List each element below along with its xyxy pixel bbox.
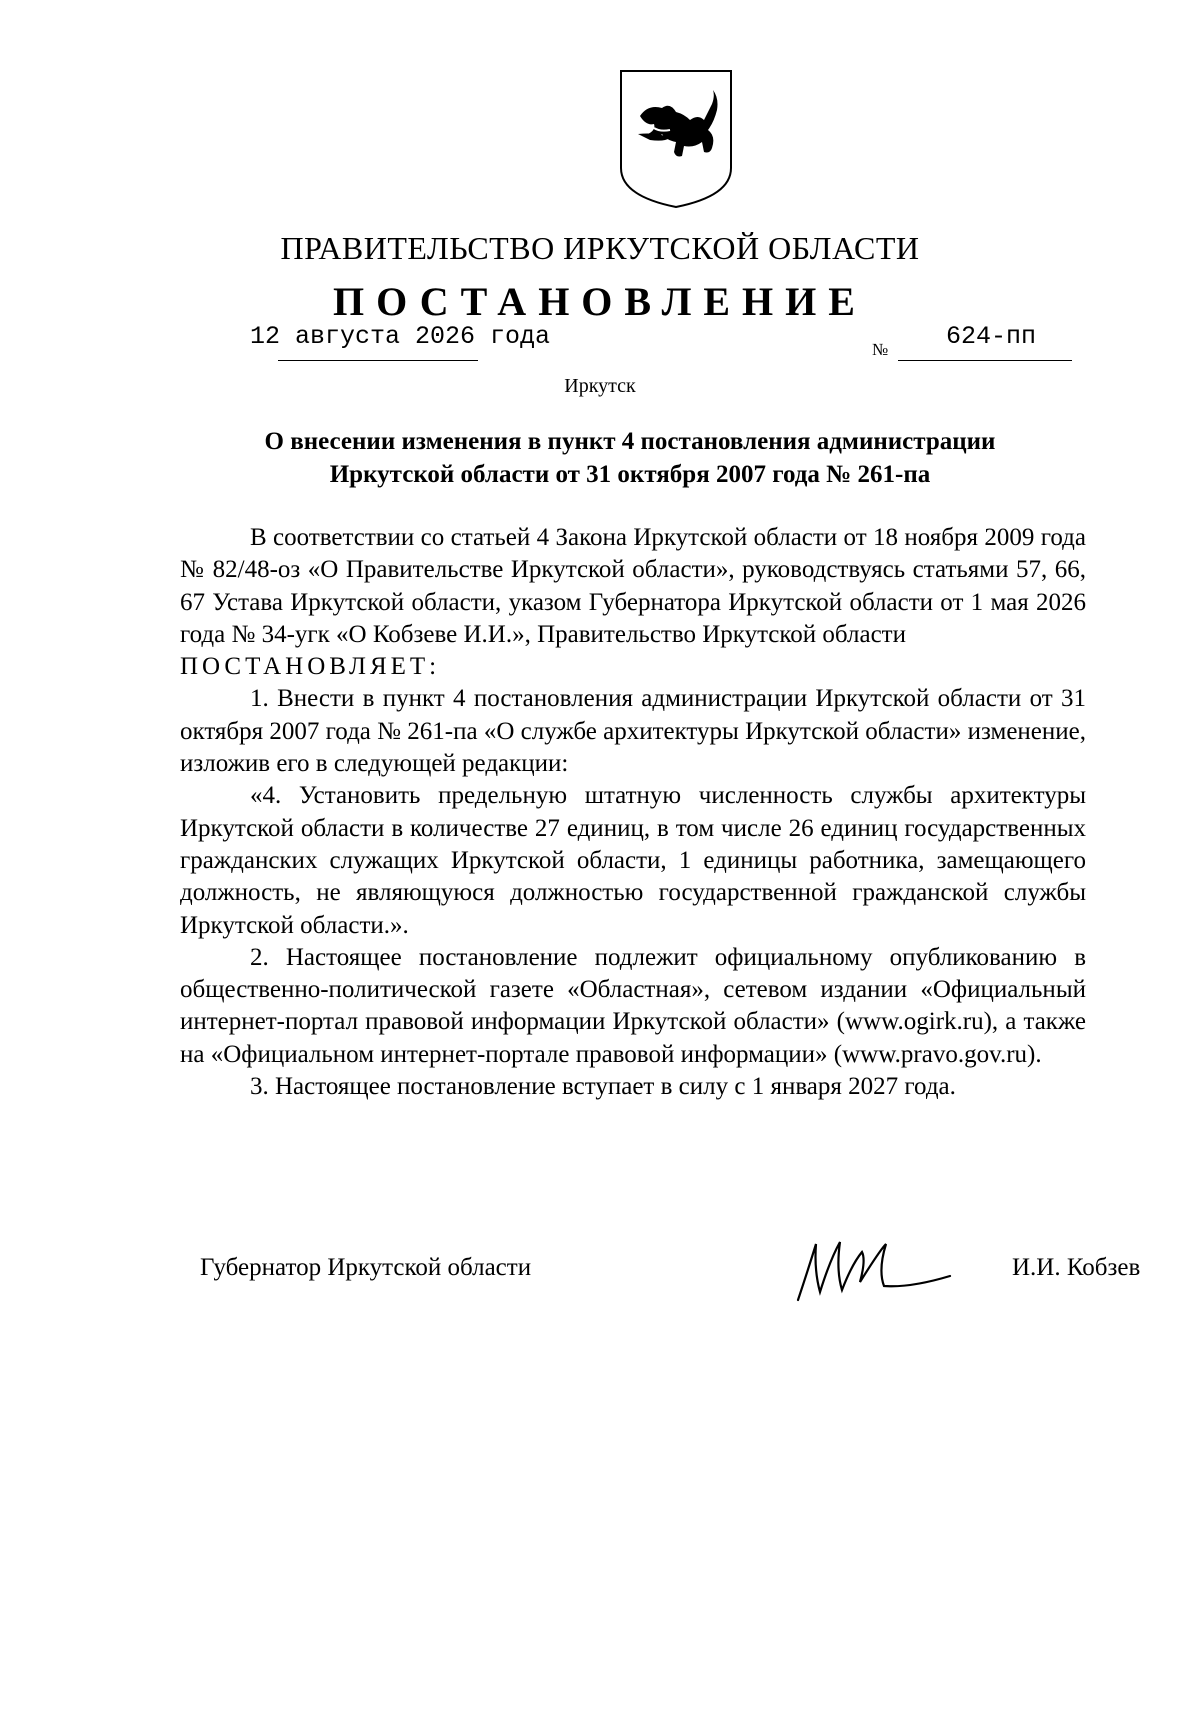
government-name: ПРАВИТЕЛЬСТВО ИРКУТСКОЙ ОБЛАСТИ xyxy=(280,230,920,266)
document-date: 12 августа 2026 года xyxy=(250,322,551,351)
preamble: В соответствии со статьей 4 Закона Иркутской области от 18 ноября 2009 года № 82/48-оз «О Правительстве Иркутской области», руководствуясь статьями 57, 66, 67 Устава Иркутской области, указом Губернатора Иркутской области от 1 мая 2026 года № 34-угк «О Кобзеве И.И.», Правительство Иркутской области xyxy=(180,524,1086,648)
title-line-2: Иркутской области от 31 октября 2007 года № 261-па xyxy=(329,461,931,488)
number-underline xyxy=(898,360,1072,361)
signatory-name: И.И. Кобзев xyxy=(1012,1254,1141,1281)
signatory-position: Губернатор Иркутской области xyxy=(200,1254,532,1281)
resolves-heading: ПОСТАНОВЛЯЕТ: xyxy=(180,653,441,681)
date-underline xyxy=(278,360,478,361)
handwritten-signature xyxy=(790,1230,960,1310)
number-sign: № xyxy=(872,340,889,359)
coat-of-arms-icon xyxy=(618,68,734,210)
document-title xyxy=(180,425,1080,491)
title-line-1: О внесении изменения в пункт 4 постановления администрации xyxy=(264,428,996,455)
document-number: 624-пп xyxy=(946,322,1037,351)
city: Иркутск xyxy=(564,375,636,397)
document-type: ПОСТАНОВЛЕНИЕ xyxy=(333,279,867,324)
item-1: 1. Внести в пункт 4 постановления администрации Иркутской области от 31 октября 2007 года № 261-па «О службе архитектуры Иркутской области» изменение, изложив его в следующей редакции: xyxy=(180,685,1086,778)
item-1-quote: «4. Установить предельную штатную численность службы архитектуры Иркутской области в количестве 27 единиц, в том числе 26 единиц государственных гражданских служащих Иркутской области, 1 единицы работника, замещающего должность, не являющуюся должностью государственной гражданской службы Иркутской области.». xyxy=(180,782,1086,939)
item-2: 2. Настоящее постановление подлежит официальному опубликованию в общественно-политической газете «Областная», сетевом издании «Официальный интернет-портал правовой информации Иркутской области» (www.ogirk.ru), а также на «Официальном интернет-портале правовой информации» (www.pravo.gov.ru). xyxy=(180,943,1086,1068)
document-body xyxy=(180,522,1086,1103)
item-3: 3. Настоящее постановление вступает в силу с 1 января 2027 года. xyxy=(250,1073,956,1101)
